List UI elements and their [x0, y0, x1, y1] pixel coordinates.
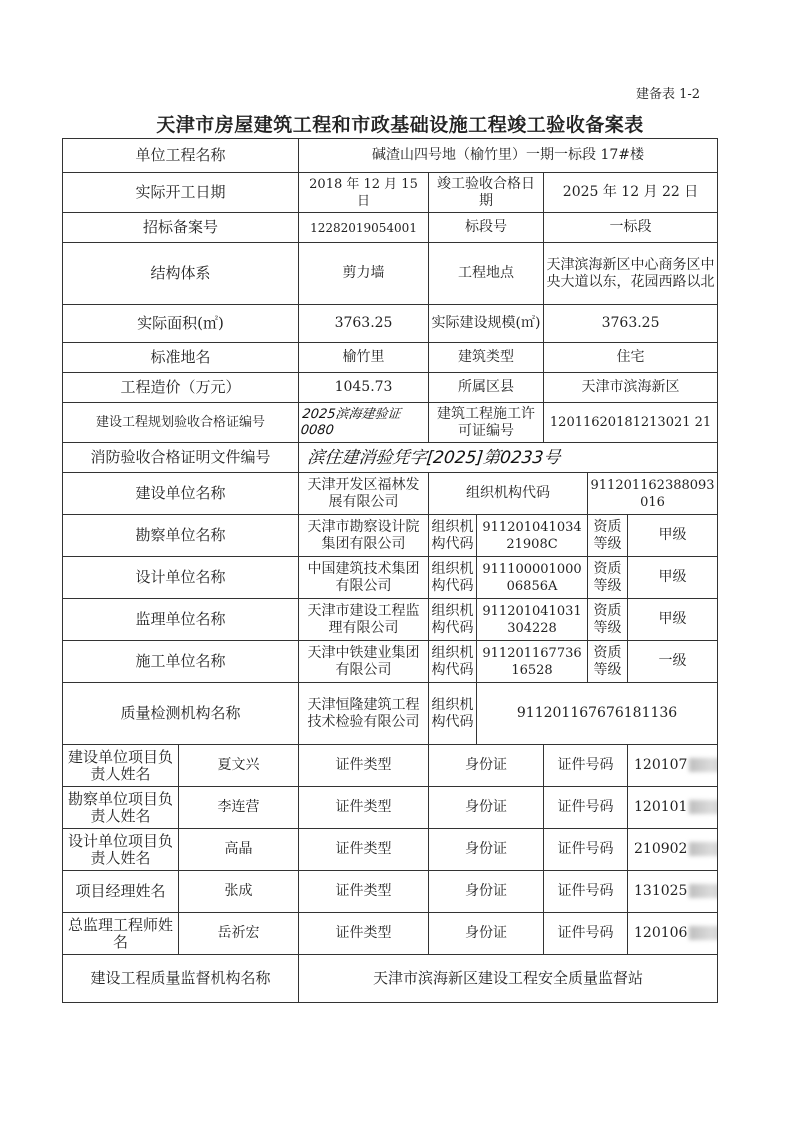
person-label: 建设单位项目负责人姓名: [63, 745, 179, 787]
unit-code: 91120104103421908C: [477, 515, 588, 557]
label-acceptance-date: 竣工验收合格日期: [429, 173, 544, 213]
id-prefix: 120107: [634, 757, 688, 773]
unit-qual: 甲级: [628, 515, 718, 557]
value-start-date: 2018 年 12 月 15 日: [299, 173, 429, 213]
label-cost: 工程造价（万元）: [63, 373, 299, 403]
row-std-name: [63, 343, 718, 373]
label-bid-record: 招标备案号: [63, 213, 299, 243]
redaction-blur: [689, 926, 717, 940]
id-no-value: [628, 871, 718, 913]
id-type-value: 身份证: [429, 787, 544, 829]
id-no-label: 证件号码: [544, 787, 628, 829]
row-unit-0: [63, 473, 718, 515]
label-scale: 实际建设规模(㎡): [429, 305, 544, 343]
row-fire: [63, 443, 718, 473]
person-name: 高晶: [179, 829, 299, 871]
value-std-name: 榆竹里: [299, 343, 429, 373]
redaction-blur: [689, 758, 717, 772]
redaction-blur: [689, 800, 717, 814]
id-type-value: 身份证: [429, 871, 544, 913]
label-planning-cert: 建设工程规划验收合格证编号: [63, 403, 299, 443]
id-no-value: [628, 787, 718, 829]
row-unit-4: [63, 641, 718, 683]
row-person-3: [63, 871, 718, 913]
unit-label: 建设单位名称: [63, 473, 299, 515]
label-area: 实际面积(㎡): [63, 305, 299, 343]
row-supervision: [63, 955, 718, 1003]
unit-label: 设计单位名称: [63, 557, 299, 599]
person-name: 夏文兴: [179, 745, 299, 787]
row-area: [63, 305, 718, 343]
redaction-blur: [689, 842, 717, 856]
unit-code: 91120116773616528: [477, 641, 588, 683]
id-no-label: 证件号码: [544, 829, 628, 871]
row-structure: [63, 243, 718, 305]
value-building-type: 住宅: [544, 343, 718, 373]
qual-label: 资质等级: [588, 599, 628, 641]
row-unit-3: [63, 599, 718, 641]
id-prefix: 131025: [634, 883, 688, 899]
person-label: 项目经理姓名: [63, 871, 179, 913]
row-unit-1: [63, 515, 718, 557]
qual-label: 资质等级: [588, 515, 628, 557]
label-structure: 结构体系: [63, 243, 299, 305]
record-form-table: [62, 138, 718, 1003]
row-unit-5: [63, 683, 718, 745]
row-person-4: [63, 913, 718, 955]
id-no-value: [628, 913, 718, 955]
unit-qual: 一级: [628, 641, 718, 683]
row-unit-project: [63, 139, 718, 173]
org-code-label: 组织机构代码: [429, 557, 477, 599]
id-type-label: 证件类型: [299, 745, 429, 787]
id-type-label: 证件类型: [299, 871, 429, 913]
id-prefix: 210902: [634, 841, 688, 857]
person-name: 岳祈宏: [179, 913, 299, 955]
doc-code: 建备表 1-2: [636, 87, 701, 102]
value-section-no: 一标段: [544, 213, 718, 243]
id-no-value: [628, 745, 718, 787]
person-name: 李连营: [179, 787, 299, 829]
unit-code: 91110000100006856A: [477, 557, 588, 599]
org-code-label: 组织机构代码: [429, 641, 477, 683]
org-code-label: 组织机构代码: [429, 473, 588, 515]
id-prefix: 120101: [634, 799, 688, 815]
id-type-label: 证件类型: [299, 913, 429, 955]
unit-code: 911201167676181136: [477, 683, 718, 745]
value-permit: 12011620181213021 21: [544, 403, 718, 443]
row-person-0: [63, 745, 718, 787]
person-label: 勘察单位项目负责人姓名: [63, 787, 179, 829]
value-district: 天津市滨海新区: [544, 373, 718, 403]
id-type-label: 证件类型: [299, 787, 429, 829]
unit-name: 天津市建设工程监理有限公司: [299, 599, 429, 641]
label-supervision: 建设工程质量监督机构名称: [63, 955, 299, 1003]
org-code-label: 组织机构代码: [429, 683, 477, 745]
row-unit-2: [63, 557, 718, 599]
redaction-blur: [689, 884, 717, 898]
value-supervision: 天津市滨海新区建设工程安全质量监督站: [299, 955, 718, 1003]
value-cost: 1045.73: [299, 373, 429, 403]
label-fire-cert: 消防验收合格证明文件编号: [63, 443, 299, 473]
label-section-no: 标段号: [429, 213, 544, 243]
org-code-label: 组织机构代码: [429, 515, 477, 557]
value-unit-project: 碱渣山四号地（榆竹里）一期一标段 17#楼: [299, 139, 718, 173]
row-bid: [63, 213, 718, 243]
value-planning-cert: 2025滨海建验证0080: [296, 403, 430, 443]
person-label: 设计单位项目负责人姓名: [63, 829, 179, 871]
id-no-label: 证件号码: [544, 871, 628, 913]
value-structure: 剪力墙: [299, 243, 429, 305]
unit-label: 质量检测机构名称: [63, 683, 299, 745]
label-district: 所属区县: [429, 373, 544, 403]
value-bid-record: 12282019054001: [299, 213, 429, 243]
id-type-label: 证件类型: [299, 829, 429, 871]
row-planning: [63, 403, 718, 443]
id-no-label: 证件号码: [544, 913, 628, 955]
label-permit: 建筑工程施工许可证编号: [429, 403, 544, 443]
qual-label: 资质等级: [588, 557, 628, 599]
unit-name: 天津中铁建业集团有限公司: [299, 641, 429, 683]
label-building-type: 建筑类型: [429, 343, 544, 373]
unit-name: 天津市勘察设计院集团有限公司: [299, 515, 429, 557]
row-dates: [63, 173, 718, 213]
unit-code: 911201162388093016: [588, 473, 718, 515]
row-person-2: [63, 829, 718, 871]
org-code-label: 组织机构代码: [429, 599, 477, 641]
value-scale: 3763.25: [544, 305, 718, 343]
row-person-1: [63, 787, 718, 829]
value-location: 天津滨海新区中心商务区中央大道以东，花园西路以北: [544, 243, 718, 305]
id-type-value: 身份证: [429, 745, 544, 787]
label-unit-project: 单位工程名称: [63, 139, 299, 173]
label-start-date: 实际开工日期: [63, 173, 299, 213]
value-acceptance-date: 2025 年 12 月 22 日: [544, 173, 718, 213]
page-title: 天津市房屋建筑工程和市政基础设施工程竣工验收备案表: [156, 114, 644, 136]
id-prefix: 120106: [634, 925, 688, 941]
row-cost: [63, 373, 718, 403]
value-fire-cert: 滨住建消验凭字[2025]第0233号: [297, 443, 719, 473]
label-std-name: 标准地名: [63, 343, 299, 373]
unit-qual: 甲级: [628, 557, 718, 599]
id-type-value: 身份证: [429, 829, 544, 871]
qual-label: 资质等级: [588, 641, 628, 683]
unit-name: 天津恒隆建筑工程技术检验有限公司: [299, 683, 429, 745]
value-area: 3763.25: [299, 305, 429, 343]
id-no-label: 证件号码: [544, 745, 628, 787]
unit-name: 中国建筑技术集团有限公司: [299, 557, 429, 599]
label-location: 工程地点: [429, 243, 544, 305]
unit-label: 监理单位名称: [63, 599, 299, 641]
unit-code: 911201041031304228: [477, 599, 588, 641]
unit-name: 天津开发区福林发展有限公司: [299, 473, 429, 515]
person-name: 张成: [179, 871, 299, 913]
unit-label: 勘察单位名称: [63, 515, 299, 557]
unit-qual: 甲级: [628, 599, 718, 641]
unit-label: 施工单位名称: [63, 641, 299, 683]
id-type-value: 身份证: [429, 913, 544, 955]
person-label: 总监理工程师姓名: [63, 913, 179, 955]
id-no-value: [628, 829, 718, 871]
